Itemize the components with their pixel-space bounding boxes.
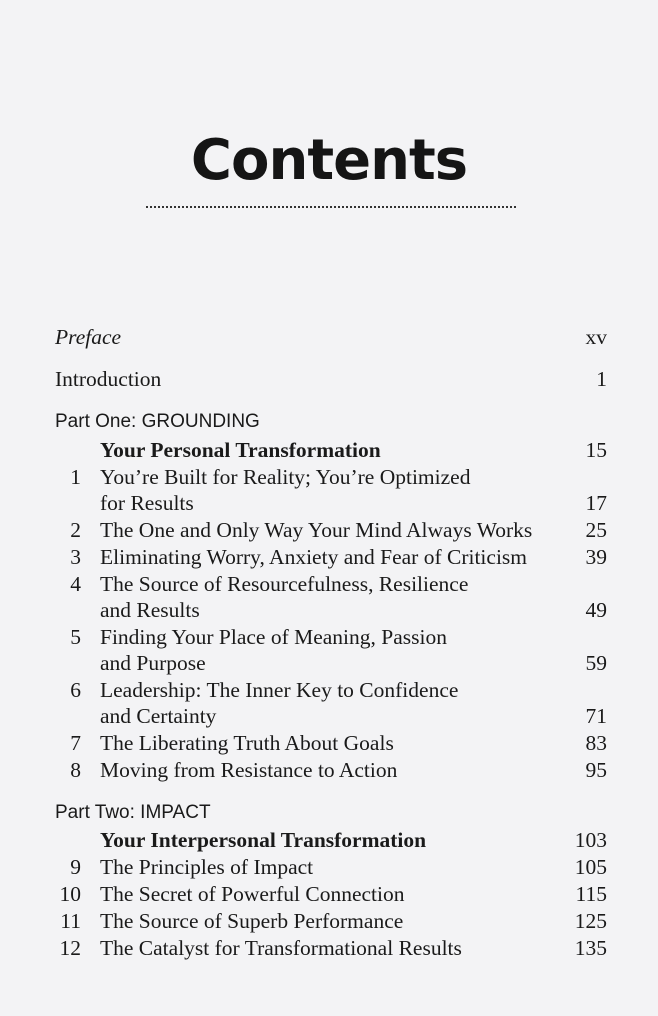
chapter-title-line1: The Source of Resourcefulness, Resilience	[100, 572, 469, 596]
toc-entry-chapter-8[interactable]	[55, 757, 607, 783]
toc-entry-chapter-5[interactable]	[55, 624, 607, 677]
chapter-number: 8	[70, 758, 81, 782]
toc-entry-chapter-3[interactable]	[55, 544, 607, 570]
chapter-page: 105	[574, 855, 607, 879]
page-title: Contents	[190, 128, 468, 193]
chapter-number: 11	[60, 909, 81, 933]
toc-entry-chapter-2[interactable]	[55, 517, 607, 543]
chapter-number: 5	[70, 625, 81, 649]
chapter-page: 125	[574, 909, 607, 933]
toc-entry-chapter-1[interactable]	[55, 464, 607, 517]
toc-entry-chapter-4[interactable]	[55, 571, 607, 624]
chapter-title-line2: for Results	[100, 491, 194, 515]
dotted-rule	[146, 206, 516, 208]
chapter-title-line1: The Secret of Powerful Connection	[100, 882, 405, 906]
chapter-number: 2	[70, 518, 81, 542]
chapter-page: 17	[585, 491, 607, 515]
chapter-number: 6	[70, 678, 81, 702]
chapter-number: 3	[70, 545, 81, 569]
chapter-title-line1: The Source of Superb Performance	[100, 909, 404, 933]
chapter-number: 12	[59, 936, 81, 960]
chapter-number: 4	[70, 572, 81, 596]
chapter-title-line1: You’re Built for Reality; You’re Optimized	[100, 465, 471, 489]
chapter-page: 71	[585, 704, 607, 728]
chapter-title-line2: and Purpose	[100, 651, 206, 675]
chapter-title-line1: The Catalyst for Transformational Results	[100, 936, 462, 960]
chapter-page: 135	[574, 936, 607, 960]
chapter-number: 9	[70, 855, 81, 879]
chapter-page: 39	[585, 545, 607, 569]
chapter-page: 83	[585, 731, 607, 755]
toc-entry-chapter-7[interactable]	[55, 730, 607, 756]
toc-entry-chapter-12[interactable]	[55, 935, 607, 961]
chapter-page: 95	[585, 758, 607, 782]
toc-entry-chapter-10[interactable]	[55, 881, 607, 907]
chapter-title-line2: and Certainty	[100, 704, 217, 728]
chapter-title-line1: The Principles of Impact	[100, 855, 314, 879]
chapter-number: 1	[70, 465, 81, 489]
toc-entry-chapter-11[interactable]	[55, 908, 607, 934]
chapter-title-line1: The One and Only Way Your Mind Always Works	[100, 518, 533, 542]
chapter-title-line1: The Liberating Truth About Goals	[100, 731, 394, 755]
chapter-page: 49	[585, 598, 607, 622]
chapter-page: 59	[585, 651, 607, 675]
toc-entry-chapter-9[interactable]	[55, 854, 607, 880]
chapter-title-line2: and Results	[100, 598, 200, 622]
chapter-title-line1: Leadership: The Inner Key to Confidence	[100, 678, 459, 702]
chapter-title-line1: Eliminating Worry, Anxiety and Fear of Criticism	[100, 545, 528, 569]
chapter-page: 25	[585, 518, 607, 542]
chapter-title-line1: Finding Your Place of Meaning, Passion	[100, 625, 447, 649]
chapter-page: 115	[575, 882, 607, 906]
chapter-number: 7	[70, 731, 81, 755]
toc-entry-chapter-6[interactable]	[55, 677, 607, 730]
chapter-number: 10	[59, 882, 81, 906]
chapter-title-line1: Moving from Resistance to Action	[100, 758, 398, 782]
